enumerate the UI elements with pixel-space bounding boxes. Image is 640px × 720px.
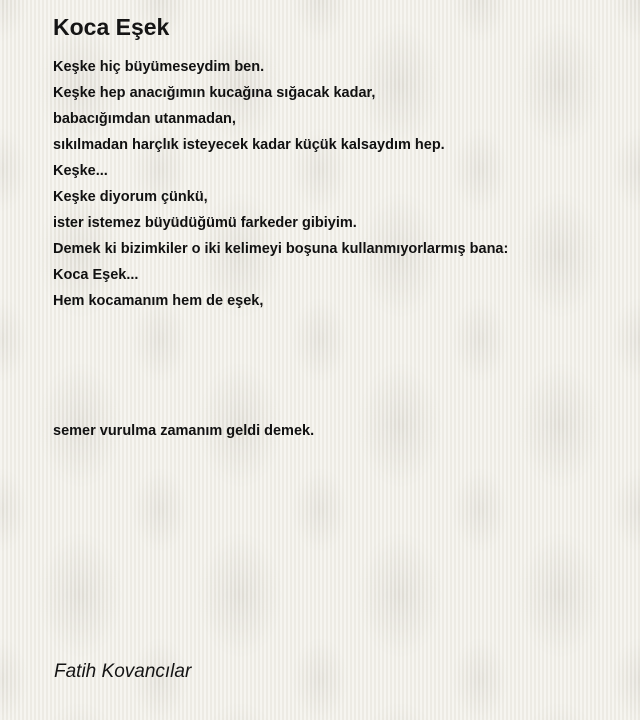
poem-author: Fatih Kovancılar — [54, 661, 192, 682]
poem-line: Keşke diyorum çünkü, — [53, 189, 208, 205]
poem-line: babacığımdan utanmadan, — [53, 111, 236, 127]
poem-body — [53, 54, 623, 444]
poem-line: Koca Eşek... — [53, 267, 139, 283]
poem-line: sıkılmadan harçlık isteyecek kadar küçük kalsaydım hep. — [53, 137, 445, 153]
poem-title: Koca Eşek — [53, 14, 170, 40]
poem-line: Demek ki bizimkiler o iki kelimeyi boşuna kullanmıyorlarmış bana: — [53, 241, 509, 257]
poem-line: Keşke... — [53, 163, 108, 179]
poem-line: Keşke hiç büyümeseydim ben. — [53, 59, 265, 75]
poem-final-line: semer vurulma zamanım geldi demek. — [53, 423, 315, 439]
poem-line: Keşke hep anacığımın kucağına sığacak kadar, — [53, 85, 376, 101]
poem-line: Hem kocamanım hem de eşek, — [53, 293, 264, 309]
stanza-gap — [53, 314, 623, 418]
poem-line: ister istemez büyüdüğümü farkeder gibiyim. — [53, 215, 357, 231]
